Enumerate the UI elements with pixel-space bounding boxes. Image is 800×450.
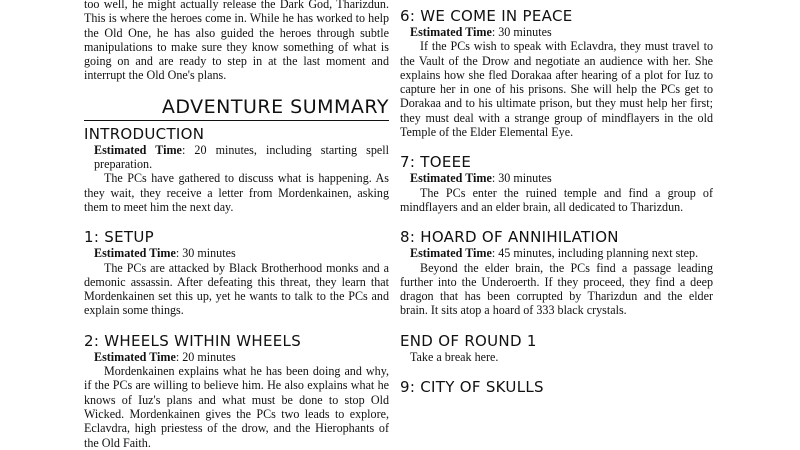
wheels-heading: 2: WHEELS WITHIN WHEELS <box>84 331 302 350</box>
toeee-estimated-time <box>400 171 713 185</box>
toeee-time-value: : 30 minutes <box>491 171 552 186</box>
estimated-time-label: Estimated Time <box>94 349 176 364</box>
wheels-time-value: : 20 minutes <box>175 349 236 364</box>
estimated-time-label: Estimated Time <box>410 25 492 39</box>
end-round-heading: END OF ROUND 1 <box>400 331 537 350</box>
left-column <box>84 0 389 450</box>
setup-estimated-time <box>84 246 389 260</box>
setup-time-value: : 30 minutes <box>175 246 236 261</box>
city-heading: 9: CITY OF SKULLS <box>400 378 544 397</box>
hoard-heading: 8: HOARD OF ANNIHILATION <box>400 228 619 247</box>
end-round-body: Take a break here. <box>410 349 499 364</box>
peace-time-value: : 30 minutes <box>491 25 552 39</box>
setup-heading: 1: SETUP <box>84 228 154 247</box>
hoard-time-value: : 45 minutes, including planning next step. <box>491 246 699 261</box>
introduction-body: The PCs have gathered to discuss what is happening. As they wait, they receive a letter from Mordenkainen, asking them to meet him the next day. <box>84 171 389 214</box>
right-column <box>400 0 713 396</box>
setup-body: The PCs are attacked by Black Brotherhood monks and a demonic assassin. After defeating this threat, they learn that Mordenkainen set this up, yet he wants to talk to the PCs and explain some things. <box>84 260 389 318</box>
peace-heading: 6: WE COME IN PEACE <box>400 7 573 25</box>
introduction-heading: INTRODUCTION <box>84 124 205 143</box>
estimated-time-label: Estimated Time <box>94 246 176 261</box>
estimated-time-label: Estimated Time <box>410 246 492 261</box>
wheels-estimated-time <box>84 350 389 364</box>
wheels-body: Mordenkainen explains what he has been doing and why, if the PCs are willing to believe him. He also explains what he knows of Iuz's plans and what must be done to stop Old Wicked. Mordenkainen gives the PCs two leads to explore, Eclavdra, high priestess of the drow, and the Hierophants of the Old Faith. <box>84 364 389 450</box>
peace-estimated-time <box>400 25 713 39</box>
toeee-heading: 7: TOEEE <box>400 153 472 172</box>
adventure-summary-heading: ADVENTURE SUMMARY <box>161 95 389 118</box>
toeee-body: The PCs enter the ruined temple and find a group of mindflayers and an elder brain, all dedicated to Tharizdun. <box>400 185 713 214</box>
hoard-estimated-time <box>400 246 713 260</box>
intro-paragraph: too well, he might actually release the Dark God, Tharizdun. This is where the heroes come in. While he has worked to help the Old One, he has also guided the heroes through subtle manipulations to make sure they know something of what is going on and are ready to step in at the last moment and interrupt the Old One's plans. <box>84 0 389 83</box>
estimated-time-label: Estimated Time <box>94 142 182 157</box>
peace-body: If the PCs wish to speak with Eclavdra, they must travel to the Vault of the Drow and negotiate an audience with her. She explains how she fled Dorakaa after hearing of a plot for Iuz to capture her in one of his prisons. She will help the PCs get to Dorakaa and to his ultimate prison, but they must help her first; they must deal with a strange group of mindflayers in the old Temple of the Elder Elemental Eye. <box>400 39 713 140</box>
introduction-time-value: : 20 minutes, including starting spell preparation. <box>94 142 389 172</box>
hoard-body: Beyond the elder brain, the PCs find a passage leading further into the Underoerth. If they proceed, they find a deep dragon that has been corrupted by Tharizdun and the elder brain. It sits atop a hoard of 333 black crystals. <box>400 260 713 318</box>
estimated-time-label: Estimated Time <box>410 171 492 186</box>
introduction-estimated-time <box>84 143 389 172</box>
heading-rule <box>84 120 389 121</box>
